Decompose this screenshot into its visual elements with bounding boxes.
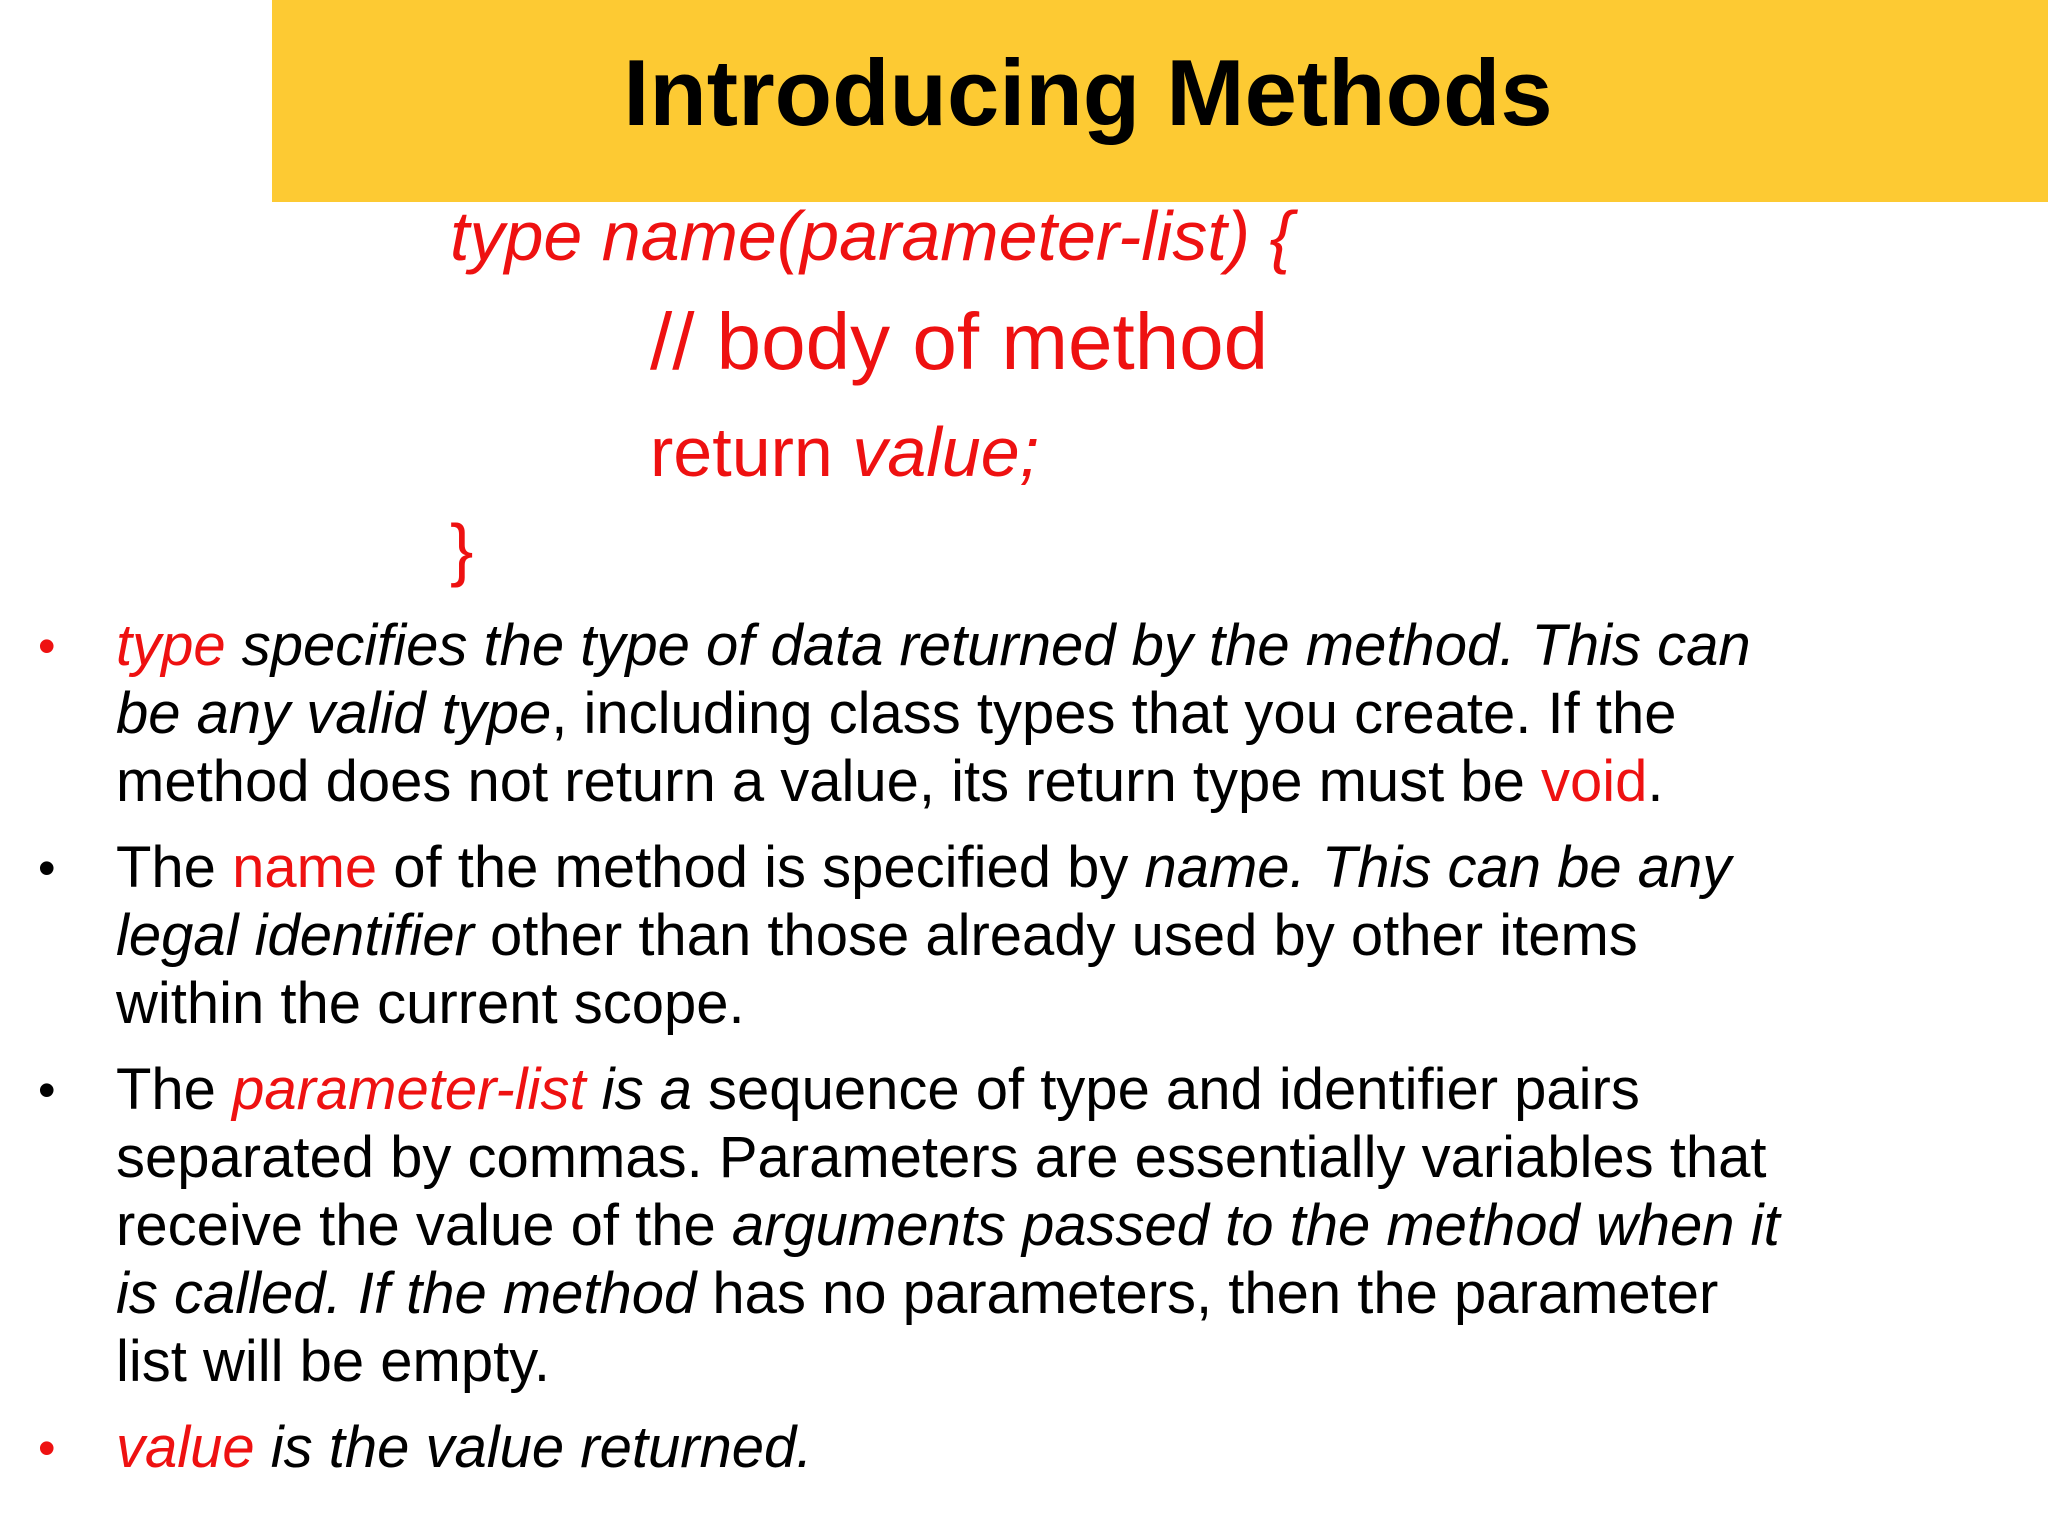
text-run: void — [1541, 749, 1648, 814]
bullet-line — [116, 834, 2008, 902]
bullet-line — [116, 1124, 2008, 1192]
text-run: of the method is specified by — [377, 835, 1145, 900]
text-run: is a — [585, 1057, 692, 1122]
code-comment-line: // body of method — [650, 297, 1269, 386]
bullet-line — [116, 1260, 2008, 1328]
text-run: receive the value of the — [116, 1193, 732, 1258]
bullet-line — [116, 902, 2008, 970]
bullet-text — [116, 612, 2008, 816]
text-run: method does not return a value, its return type must be — [116, 749, 1541, 814]
bullet-text — [116, 1056, 2008, 1396]
text-run: other than those already used by other items — [473, 903, 1638, 968]
bullet-line — [116, 1192, 2008, 1260]
text-run: sequence of type and identifier pairs — [691, 1057, 1640, 1122]
bullet-text — [116, 1414, 2008, 1482]
bullet-line — [116, 748, 2008, 816]
text-run: arguments passed to the method when it — [731, 1193, 1780, 1258]
code-return-value: value; — [852, 413, 1040, 491]
code-closing-brace: } — [450, 510, 474, 588]
text-run: has no parameters, then the parameter — [696, 1261, 1719, 1326]
text-run: The — [116, 835, 233, 900]
bullet-item-type — [0, 612, 2048, 816]
text-run: be any valid type — [116, 681, 552, 746]
code-return-line — [650, 410, 1039, 494]
text-run: The — [116, 1057, 233, 1122]
bullet-line — [116, 970, 2008, 1038]
code-signature-line: type name(parameter-list) { — [450, 197, 1293, 275]
text-run: is called. If the method — [116, 1261, 697, 1326]
text-run: within the current scope. — [116, 971, 745, 1036]
bullet-dot: • — [38, 618, 56, 674]
text-run: . — [1647, 749, 1664, 814]
bullet-line — [116, 1056, 2008, 1124]
text-run: , including class types that you create. If the — [551, 681, 1677, 746]
bullet-text — [116, 834, 2008, 1038]
bullet-line — [116, 612, 2008, 680]
text-run: value — [116, 1415, 255, 1480]
slide-title: Introducing Methods — [623, 40, 1553, 145]
bullet-line — [116, 1328, 2008, 1396]
text-run: separated by commas. Parameters are essentially variables that — [116, 1125, 1767, 1190]
bullet-item-parameter-list — [0, 1056, 2048, 1396]
bullet-dot: • — [38, 1420, 56, 1476]
text-run: legal identifier — [116, 903, 474, 968]
text-run: list will be empty. — [116, 1329, 551, 1394]
text-run: name — [232, 835, 378, 900]
bullet-line — [116, 1414, 2008, 1482]
bullet-dot: • — [38, 840, 56, 896]
bullet-item-name — [0, 834, 2048, 1038]
text-run: type — [116, 613, 226, 678]
bullet-line — [116, 680, 2008, 748]
code-return-keyword: return — [650, 413, 853, 491]
bullet-list — [0, 612, 2048, 1482]
bullet-dot: • — [38, 1062, 56, 1118]
text-run: parameter-list — [232, 1057, 586, 1122]
text-run: name. This can be any — [1144, 835, 1732, 900]
bullet-item-value — [0, 1414, 2048, 1482]
text-run: specifies the type of data returned by the method. This can — [225, 613, 1751, 678]
text-run: is the value returned. — [254, 1415, 813, 1480]
